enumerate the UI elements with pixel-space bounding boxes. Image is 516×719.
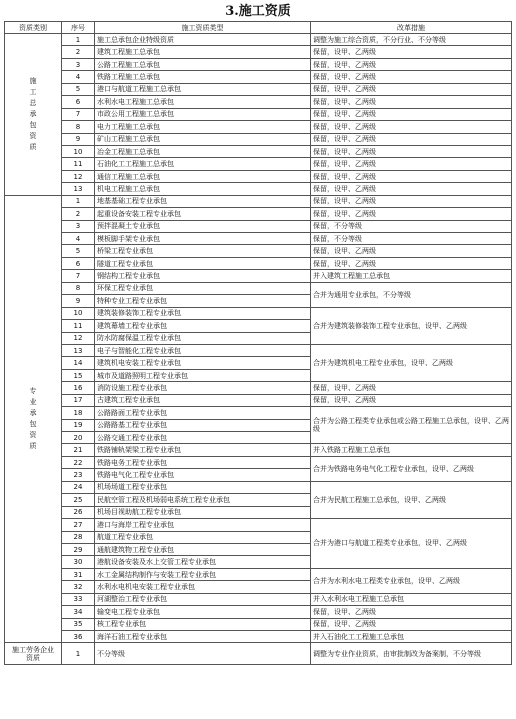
seq-cell: 26 [62, 506, 95, 518]
qualification-type-cell: 公路路面工程专业承包 [95, 407, 311, 419]
table-row [5, 233, 512, 245]
seq-cell: 24 [62, 481, 95, 493]
seq-cell: 6 [62, 96, 95, 108]
table-row [5, 456, 512, 468]
reform-measure-cell: 保留，设甲、乙两级 [311, 96, 512, 108]
table-row [5, 282, 512, 294]
qualification-type-cell: 铁路电务工程专业承包 [95, 456, 311, 468]
qualification-type-cell: 防水防腐保温工程专业承包 [95, 332, 311, 344]
header-measure: 改革措施 [311, 22, 512, 34]
qualification-type-cell: 不分等级 [95, 643, 311, 665]
table-row [5, 519, 512, 531]
qualification-type-cell: 公路交通工程专业承包 [95, 432, 311, 444]
seq-cell: 5 [62, 245, 95, 257]
reform-measure-cell: 保留，设甲、乙两级 [311, 394, 512, 406]
seq-cell: 7 [62, 270, 95, 282]
reform-measure-cell: 保留，不分等级 [311, 220, 512, 232]
qualification-type-cell: 港口与航道工程施工总承包 [95, 83, 311, 95]
seq-cell: 10 [62, 307, 95, 319]
qualification-type-cell: 建筑机电安装工程专业承包 [95, 357, 311, 369]
table-row [5, 407, 512, 419]
reform-measure-cell: 保留，设甲、乙两级 [311, 245, 512, 257]
qualification-type-cell: 消防设施工程专业承包 [95, 382, 311, 394]
seq-cell: 18 [62, 407, 95, 419]
table-row [5, 382, 512, 394]
seq-cell: 27 [62, 519, 95, 531]
qualification-type-cell: 机电工程施工总承包 [95, 183, 311, 195]
reform-measure-cell: 保留，设甲、乙两级 [311, 71, 512, 83]
table-row [5, 245, 512, 257]
reform-measure-cell: 并入建筑工程施工总承包 [311, 270, 512, 282]
qualification-type-cell: 核工程专业承包 [95, 618, 311, 630]
qualification-type-cell: 河湖整治工程专业承包 [95, 593, 311, 605]
seq-cell: 23 [62, 469, 95, 481]
table-row [5, 170, 512, 182]
seq-cell: 17 [62, 394, 95, 406]
table-row [5, 58, 512, 70]
table-row [5, 394, 512, 406]
table-row [5, 568, 512, 580]
seq-cell: 1 [62, 34, 95, 46]
qualification-type-cell: 石油化工工程施工总承包 [95, 158, 311, 170]
seq-cell: 9 [62, 295, 95, 307]
table-row [5, 208, 512, 220]
seq-cell: 28 [62, 531, 95, 543]
qualification-type-cell: 特种专业工程专业承包 [95, 295, 311, 307]
reform-measure-cell: 合并为港口与航道工程类专业承包，设甲、乙两级 [311, 519, 512, 569]
qualification-type-cell: 施工总承包企业特级资质 [95, 34, 311, 46]
seq-cell: 11 [62, 320, 95, 332]
table-row [5, 593, 512, 605]
qualification-type-cell: 环保工程专业承包 [95, 282, 311, 294]
seq-cell: 14 [62, 357, 95, 369]
table-row [5, 344, 512, 356]
table-row [5, 618, 512, 630]
table-row [5, 444, 512, 456]
reform-measure-cell: 调整为施工综合资质，不分行业、不分等级 [311, 34, 512, 46]
seq-cell: 6 [62, 257, 95, 269]
reform-measure-cell: 保留，设甲、乙两级 [311, 183, 512, 195]
qualification-type-cell: 隧道工程专业承包 [95, 257, 311, 269]
qualification-type-cell: 输变电工程专业承包 [95, 606, 311, 618]
table-row [5, 183, 512, 195]
table-row [5, 606, 512, 618]
qualification-type-cell: 通航建筑物工程专业承包 [95, 543, 311, 555]
seq-cell: 30 [62, 556, 95, 568]
reform-measure-cell: 保留，设甲、乙两级 [311, 46, 512, 58]
reform-measure-cell: 保留，设甲、乙两级 [311, 606, 512, 618]
category-cell [5, 34, 62, 196]
seq-cell: 11 [62, 158, 95, 170]
qualification-type-cell: 模板脚手架专业承包 [95, 233, 311, 245]
qualification-type-cell: 水利水电机电安装工程专业承包 [95, 581, 311, 593]
reform-measure-cell: 保留，设甲、乙两级 [311, 133, 512, 145]
qualification-type-cell: 公路路基工程专业承包 [95, 419, 311, 431]
seq-cell: 31 [62, 568, 95, 580]
reform-measure-cell: 保留，设甲、乙两级 [311, 208, 512, 220]
qualification-type-cell: 公路工程施工总承包 [95, 58, 311, 70]
seq-cell: 16 [62, 382, 95, 394]
seq-cell: 22 [62, 456, 95, 468]
seq-cell: 4 [62, 71, 95, 83]
reform-measure-cell: 合并为水利水电工程类专业承包，设甲、乙两级 [311, 568, 512, 593]
reform-measure-cell: 保留，设甲、乙两级 [311, 195, 512, 207]
qualification-type-cell: 机场场道工程专业承包 [95, 481, 311, 493]
qualification-type-cell: 建筑幕墙工程专业承包 [95, 320, 311, 332]
qualification-type-cell: 机场目视助航工程专业承包 [95, 506, 311, 518]
reform-measure-cell: 并入石油化工工程施工总承包 [311, 631, 512, 643]
reform-measure-cell: 保留，设甲、乙两级 [311, 618, 512, 630]
qualification-type-cell: 电力工程施工总承包 [95, 121, 311, 133]
seq-cell: 2 [62, 208, 95, 220]
seq-cell: 13 [62, 344, 95, 356]
qualification-type-cell: 港航设备安装及水上交管工程专业承包 [95, 556, 311, 568]
seq-cell: 12 [62, 332, 95, 344]
reform-measure-cell: 保留，设甲、乙两级 [311, 382, 512, 394]
qualification-type-cell: 海洋石油工程专业承包 [95, 631, 311, 643]
qualification-type-cell: 城市及道路照明工程专业承包 [95, 369, 311, 381]
reform-measure-cell: 合并为民航工程施工总承包，设甲、乙两级 [311, 481, 512, 518]
seq-cell: 1 [62, 195, 95, 207]
seq-cell: 36 [62, 631, 95, 643]
reform-measure-cell: 保留，设甲、乙两级 [311, 121, 512, 133]
seq-cell: 10 [62, 145, 95, 157]
reform-measure-cell: 合并为通用专业承包，不分等级 [311, 282, 512, 307]
seq-cell: 15 [62, 369, 95, 381]
table-row [5, 145, 512, 157]
qualification-type-cell: 地基基础工程专业承包 [95, 195, 311, 207]
qualification-type-cell: 民航空管工程及机场弱电系统工程专业承包 [95, 494, 311, 506]
reform-measure-cell: 保留，设甲、乙两级 [311, 257, 512, 269]
qualification-type-cell: 矿山工程施工总承包 [95, 133, 311, 145]
seq-cell: 20 [62, 432, 95, 444]
seq-cell: 7 [62, 108, 95, 120]
qualification-type-cell: 水利水电工程施工总承包 [95, 96, 311, 108]
qualification-type-cell: 钢结构工程专业承包 [95, 270, 311, 282]
qualification-type-cell: 市政公用工程施工总承包 [95, 108, 311, 120]
page-title: 3.施工资质 [225, 4, 291, 19]
qualification-type-cell: 古建筑工程专业承包 [95, 394, 311, 406]
seq-cell: 34 [62, 606, 95, 618]
reform-measure-cell: 保留，设甲、乙两级 [311, 170, 512, 182]
reform-measure-cell: 调整为专业作业资质，由审批制改为备案制，不分等级 [311, 643, 512, 665]
qualification-type-cell: 冶金工程施工总承包 [95, 145, 311, 157]
reform-measure-cell: 保留，设甲、乙两级 [311, 83, 512, 95]
qualification-type-cell: 电子与智能化工程专业承包 [95, 344, 311, 356]
seq-cell: 12 [62, 170, 95, 182]
table-row [5, 195, 512, 207]
header-seq: 序号 [62, 22, 95, 34]
qualification-type-cell: 桥梁工程专业承包 [95, 245, 311, 257]
seq-cell: 13 [62, 183, 95, 195]
seq-cell: 3 [62, 58, 95, 70]
qualification-type-cell: 铁路工程施工总承包 [95, 71, 311, 83]
reform-measure-cell: 保留，不分等级 [311, 233, 512, 245]
table-row [5, 46, 512, 58]
table-row [5, 220, 512, 232]
table-row [5, 133, 512, 145]
table-row [5, 108, 512, 120]
seq-cell: 2 [62, 46, 95, 58]
seq-cell: 29 [62, 543, 95, 555]
qualification-type-cell: 起重设备安装工程专业承包 [95, 208, 311, 220]
category-label: 施工总承包资质 [29, 76, 37, 151]
header-type: 施工资质类型 [95, 22, 311, 34]
header-category: 资质类别 [5, 22, 62, 34]
seq-cell: 5 [62, 83, 95, 95]
table-row [5, 270, 512, 282]
category-cell [5, 195, 62, 643]
seq-cell: 25 [62, 494, 95, 506]
qualification-type-cell: 通信工程施工总承包 [95, 170, 311, 182]
table-row [5, 307, 512, 319]
seq-cell: 19 [62, 419, 95, 431]
qualification-type-cell: 预拌混凝土专业承包 [95, 220, 311, 232]
qualification-type-cell: 建筑工程施工总承包 [95, 46, 311, 58]
table-row [5, 643, 512, 665]
seq-cell: 33 [62, 593, 95, 605]
qualification-type-cell: 铁路铺轨架梁工程专业承包 [95, 444, 311, 456]
qualification-type-cell: 水工金属结构制作与安装工程专业承包 [95, 568, 311, 580]
reform-measure-cell: 并入水利水电工程施工总承包 [311, 593, 512, 605]
table-row [5, 121, 512, 133]
reform-measure-cell: 合并为铁路电务电气化工程专业承包，设甲、乙两级 [311, 456, 512, 481]
seq-cell: 35 [62, 618, 95, 630]
reform-measure-cell: 并入铁路工程施工总承包 [311, 444, 512, 456]
seq-cell: 21 [62, 444, 95, 456]
table-row [5, 257, 512, 269]
seq-cell: 8 [62, 282, 95, 294]
reform-measure-cell: 保留，设甲、乙两级 [311, 145, 512, 157]
qualification-type-cell: 航道工程专业承包 [95, 531, 311, 543]
reform-measure-cell: 合并为建筑机电工程专业承包，设甲、乙两级 [311, 344, 512, 381]
qualification-type-cell: 建筑装修装饰工程专业承包 [95, 307, 311, 319]
seq-cell: 4 [62, 233, 95, 245]
seq-cell: 1 [62, 643, 95, 665]
category-label: 专业承包资质 [29, 387, 37, 451]
table-row [5, 83, 512, 95]
category-cell [5, 643, 62, 665]
table-header-row [5, 22, 512, 34]
seq-cell: 8 [62, 121, 95, 133]
table-row [5, 34, 512, 46]
table-row [5, 71, 512, 83]
reform-measure-cell: 合并为公路工程类专业承包或公路工程施工总承包，设甲、乙两级 [311, 407, 512, 444]
qualification-type-cell: 港口与海岸工程专业承包 [95, 519, 311, 531]
reform-measure-cell: 合并为建筑装修装饰工程专业承包，设甲、乙两级 [311, 307, 512, 344]
seq-cell: 9 [62, 133, 95, 145]
seq-cell: 3 [62, 220, 95, 232]
table-row [5, 631, 512, 643]
reform-measure-cell: 保留，设甲、乙两级 [311, 158, 512, 170]
table-row [5, 481, 512, 493]
table-body [5, 34, 512, 665]
table-row [5, 158, 512, 170]
reform-measure-cell: 保留，设甲、乙两级 [311, 58, 512, 70]
qualification-table [4, 21, 512, 665]
table-row [5, 96, 512, 108]
reform-measure-cell: 保留，设甲、乙两级 [311, 108, 512, 120]
qualification-type-cell: 铁路电气化工程专业承包 [95, 469, 311, 481]
category-label: 施工劳务企业资质 [12, 645, 54, 662]
seq-cell: 32 [62, 581, 95, 593]
